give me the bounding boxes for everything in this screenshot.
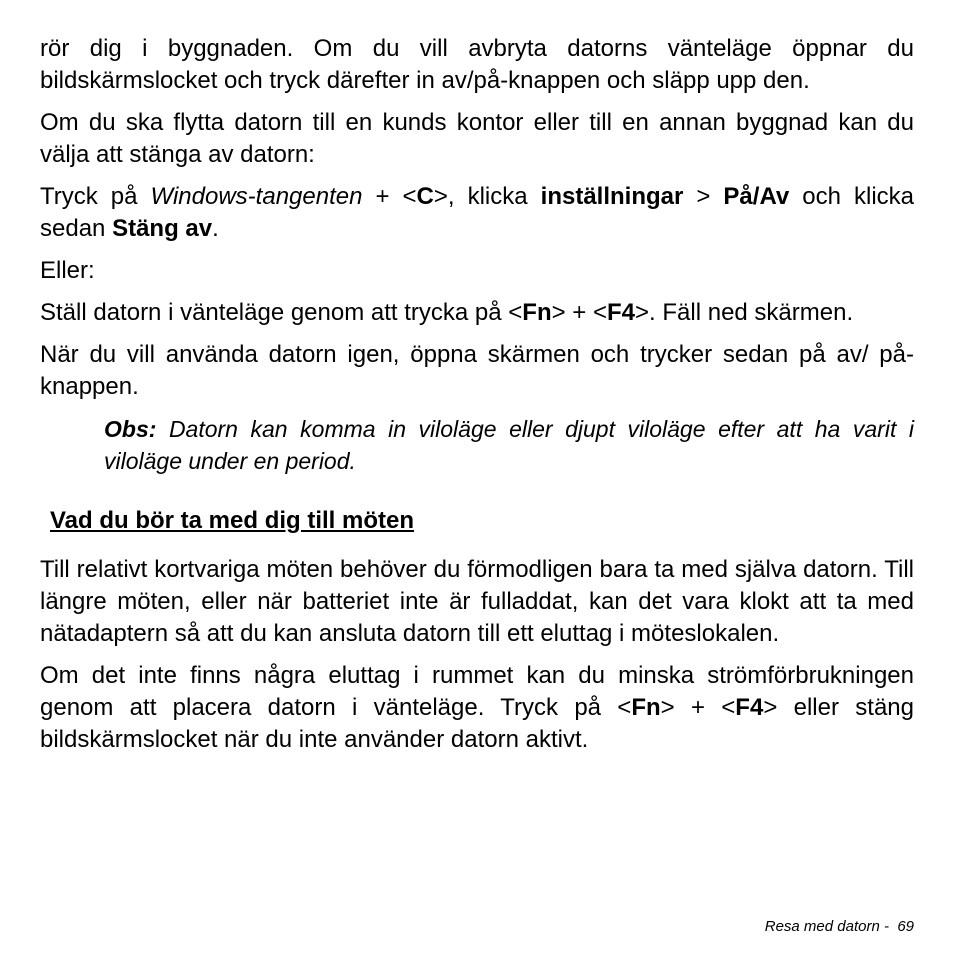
note-label: Obs: (104, 416, 157, 442)
paragraph-power-saving (40, 660, 914, 756)
document-page (40, 33, 914, 756)
note-block (104, 413, 914, 477)
text-run: Tryck på (40, 183, 151, 210)
page-footer (765, 918, 914, 936)
text-run: Ställ datorn i vänteläge genom att trycka på < (40, 299, 523, 326)
key-f4: F4 (607, 299, 636, 326)
text-run: > eller stäng bildskärmslocket när du inte använder datorn aktivt. (40, 694, 914, 753)
note-text: Datorn kan komma in viloläge eller djupt viloläge efter att ha varit i viloläge under en period. (104, 416, 914, 474)
text-run: >. Fäll ned skärmen. (635, 299, 854, 326)
section-heading: Vad du bör ta med dig till möten (50, 507, 415, 534)
paragraph-standby-exit: rör dig i byggnaden. Om du vill avbryta datorns vänteläge öppnar du bildskärmslocket och tryck därefter in av/på-knappen och släpp upp den. (40, 35, 914, 94)
key-f4: F4 (735, 694, 764, 721)
page-number: 69 (897, 918, 914, 935)
paragraph-standby-keys (40, 297, 914, 329)
text-run: > (683, 183, 724, 210)
paragraph-shutdown-instructions (40, 181, 914, 245)
paragraph-or: Eller: (40, 257, 95, 284)
text-run: > + < (660, 694, 736, 721)
text-run: > + < (551, 299, 608, 326)
text-run: Om det inte finns några eluttag i rummet kan du minska strömförbrukningen genom att placera datorn i vänteläge. Tryck på < (40, 662, 914, 721)
settings-label: inställningar (540, 183, 684, 210)
windows-key-label: Windows-tangenten (150, 183, 363, 210)
text-run: >, klicka (433, 183, 541, 210)
text-run: och klicka sedan (40, 183, 915, 242)
key-c: C (416, 183, 434, 210)
paragraph-resume: När du vill använda datorn igen, öppna skärmen och trycker sedan på av/ på-knappen. (40, 341, 914, 400)
key-fn: Fn (631, 694, 661, 721)
key-fn: Fn (522, 299, 552, 326)
paragraph-meetings: Till relativt kortvariga möten behöver du förmodligen bara ta med själva datorn. Till längre möten, eller när batteriet inte är fulladdat, kan det vara klokt att ta med nätadaptern så att du kan ansluta datorn till ett eluttag i möteslokalen. (40, 556, 914, 647)
text-run: + < (362, 183, 417, 210)
footer-section-title: Resa med datorn - (764, 918, 889, 935)
shutdown-label: Stäng av (112, 215, 213, 242)
text-run: . (212, 215, 219, 242)
power-label: På/Av (723, 183, 790, 210)
paragraph-shutdown-intro: Om du ska flytta datorn till en kunds kontor eller till en annan byggnad kan du välja att stänga av datorn: (40, 109, 914, 168)
